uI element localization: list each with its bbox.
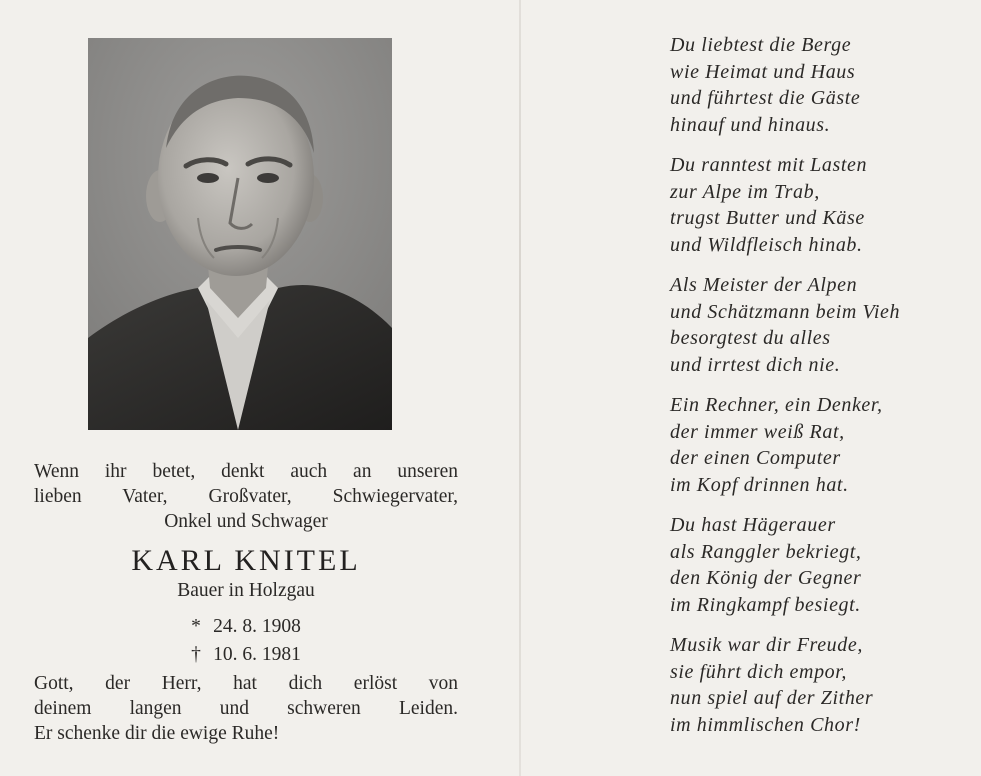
poem-line: als Ranggler bekriegt, bbox=[670, 540, 862, 563]
prayer-text bbox=[34, 459, 458, 534]
occupation: Bauer in Holzgau bbox=[177, 580, 315, 601]
poem-stanza bbox=[670, 632, 970, 738]
poem-line: nun spiel auf der Zither bbox=[670, 687, 874, 709]
poem bbox=[670, 32, 970, 752]
poem-line: und führtest die Gäste bbox=[670, 87, 861, 109]
right-page bbox=[521, 0, 981, 776]
poem-line: trugst Butter und Käse bbox=[670, 207, 865, 229]
poem-line: und Schätzmann beim Vieh bbox=[670, 300, 901, 323]
poem-line: im Kopf drinnen hat. bbox=[670, 473, 849, 496]
poem-line: und Wildfleisch hinab. bbox=[670, 233, 863, 256]
poem-line: im Ringkampf besiegt. bbox=[670, 593, 861, 616]
portrait-photo bbox=[88, 38, 392, 430]
poem-stanza bbox=[670, 32, 970, 138]
poem-stanza bbox=[670, 272, 970, 378]
poem-line: Musik war dir Freude, bbox=[670, 634, 863, 656]
poem-line: den König der Gegner bbox=[670, 567, 862, 589]
poem-line: Ein Rechner, ein Denker, bbox=[670, 394, 883, 416]
poem-line: besorgtest du alles bbox=[670, 327, 831, 349]
poem-line: der einen Computer bbox=[670, 447, 841, 469]
death-date: 10. 6. 1981 bbox=[213, 644, 301, 665]
prayer-line: Onkel und Schwager bbox=[164, 511, 328, 532]
deceased-name: KARL KNITEL bbox=[131, 544, 361, 577]
poem-line: hinauf und hinaus. bbox=[670, 113, 831, 136]
prayer-line: lieben Vater, Großvater, Schwiegervater, bbox=[34, 486, 458, 507]
poem-stanza bbox=[670, 512, 970, 618]
poem-line: Du hast Hägerauer bbox=[670, 514, 836, 536]
portrait-image bbox=[88, 38, 392, 430]
birth-star-icon: * bbox=[191, 616, 201, 637]
poem-line: Du liebtest die Berge bbox=[670, 34, 852, 56]
poem-stanza bbox=[670, 152, 970, 258]
closing-text bbox=[34, 671, 458, 746]
poem-line: im himmlischen Chor! bbox=[670, 713, 861, 736]
poem-line: Du ranntest mit Lasten bbox=[670, 154, 868, 176]
prayer-line: Wenn ihr betet, denkt auch an unseren bbox=[34, 461, 458, 482]
poem-stanza bbox=[670, 392, 970, 498]
poem-line: und irrtest dich nie. bbox=[670, 353, 841, 376]
birth-date: 24. 8. 1908 bbox=[213, 616, 301, 637]
death-cross-icon: † bbox=[191, 644, 201, 665]
closing-line: deinem langen und schweren Leiden. bbox=[34, 698, 458, 719]
poem-line: wie Heimat und Haus bbox=[670, 60, 856, 83]
poem-line: sie führt dich empor, bbox=[670, 660, 848, 683]
birth-row bbox=[34, 613, 458, 641]
death-row bbox=[34, 641, 458, 669]
poem-line: der immer weiß Rat, bbox=[670, 420, 845, 443]
closing-line: Er schenke dir die ewige Ruhe! bbox=[34, 723, 280, 744]
poem-line: Als Meister der Alpen bbox=[670, 274, 858, 296]
life-dates bbox=[34, 613, 458, 669]
closing-line: Gott, der Herr, hat dich erlöst von bbox=[34, 673, 458, 694]
poem-line: zur Alpe im Trab, bbox=[670, 180, 820, 203]
